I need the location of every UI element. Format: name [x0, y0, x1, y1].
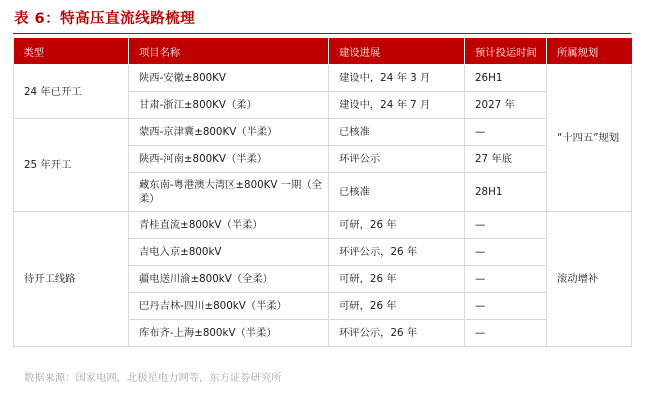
progress-cell: 环评公示，26 年: [329, 239, 465, 266]
project-name-cell: 陕西-河南±800KV（半柔）: [129, 146, 329, 173]
commission-time-cell: 2027 年: [465, 92, 547, 119]
commission-time-cell: 28H1: [465, 173, 547, 212]
group-type-cell: 待开工线路: [14, 212, 129, 347]
header-project: 项目名称: [129, 38, 329, 65]
plan-cell: “十四五”规划: [547, 65, 632, 212]
commission-time-cell: —: [465, 212, 547, 239]
plan-cell: 滚动增补: [547, 212, 632, 347]
project-name-cell: 藏东南-粤港澳大湾区±800KV 一期（全柔）: [129, 173, 329, 212]
commission-time-cell: —: [465, 119, 547, 146]
group-type-cell: 24 年已开工: [14, 65, 129, 119]
title-divider: [13, 33, 631, 34]
table-header-row: [14, 38, 632, 65]
table-cutoff-fade: [0, 362, 655, 368]
progress-cell: 可研，26 年: [329, 212, 465, 239]
table-title: 表 6：特高压直流线路梳理: [14, 11, 196, 27]
uhv-dc-lines-table: [13, 38, 632, 347]
progress-cell: 建设中，24 年 3 月: [329, 65, 465, 92]
table-row: [14, 119, 632, 146]
commission-time-cell: —: [465, 320, 547, 347]
project-name-cell: 青桂直流±800kV（半柔）: [129, 212, 329, 239]
group-type-cell: 25 年开工: [14, 119, 129, 212]
commission-time-cell: 27 年底: [465, 146, 547, 173]
source-note: 数据来源：国家电网，北极星电力网等，东方证券研究所: [24, 372, 282, 384]
progress-cell: 环评公示，26 年: [329, 320, 465, 347]
header-progress: 建设进展: [329, 38, 465, 65]
commission-time-cell: 26H1: [465, 65, 547, 92]
header-type: 类型: [14, 38, 129, 65]
commission-time-cell: —: [465, 239, 547, 266]
project-name-cell: 疆电送川渝±800kV（全柔）: [129, 266, 329, 293]
progress-cell: 建设中，24 年 7 月: [329, 92, 465, 119]
header-commission-time: 预计投运时间: [465, 38, 547, 65]
table-row: [14, 65, 632, 92]
project-name-cell: 吉电入京±800kV: [129, 239, 329, 266]
progress-cell: 已核准: [329, 119, 465, 146]
header-plan: 所属规划: [547, 38, 632, 65]
progress-cell: 可研，26 年: [329, 266, 465, 293]
commission-time-cell: —: [465, 266, 547, 293]
commission-time-cell: —: [465, 293, 547, 320]
progress-cell: 环评公示: [329, 146, 465, 173]
project-name-cell: 巴丹吉林-四川±800kV（半柔）: [129, 293, 329, 320]
progress-cell: 可研，26 年: [329, 293, 465, 320]
project-name-cell: 甘肃-浙江±800KV（柔）: [129, 92, 329, 119]
project-name-cell: 陕西-安徽±800KV: [129, 65, 329, 92]
table-row: [14, 212, 632, 239]
project-name-cell: 蒙西-京津冀±800KV（半柔）: [129, 119, 329, 146]
progress-cell: 已核准: [329, 173, 465, 212]
project-name-cell: 库布齐-上海±800kV（半柔）: [129, 320, 329, 347]
